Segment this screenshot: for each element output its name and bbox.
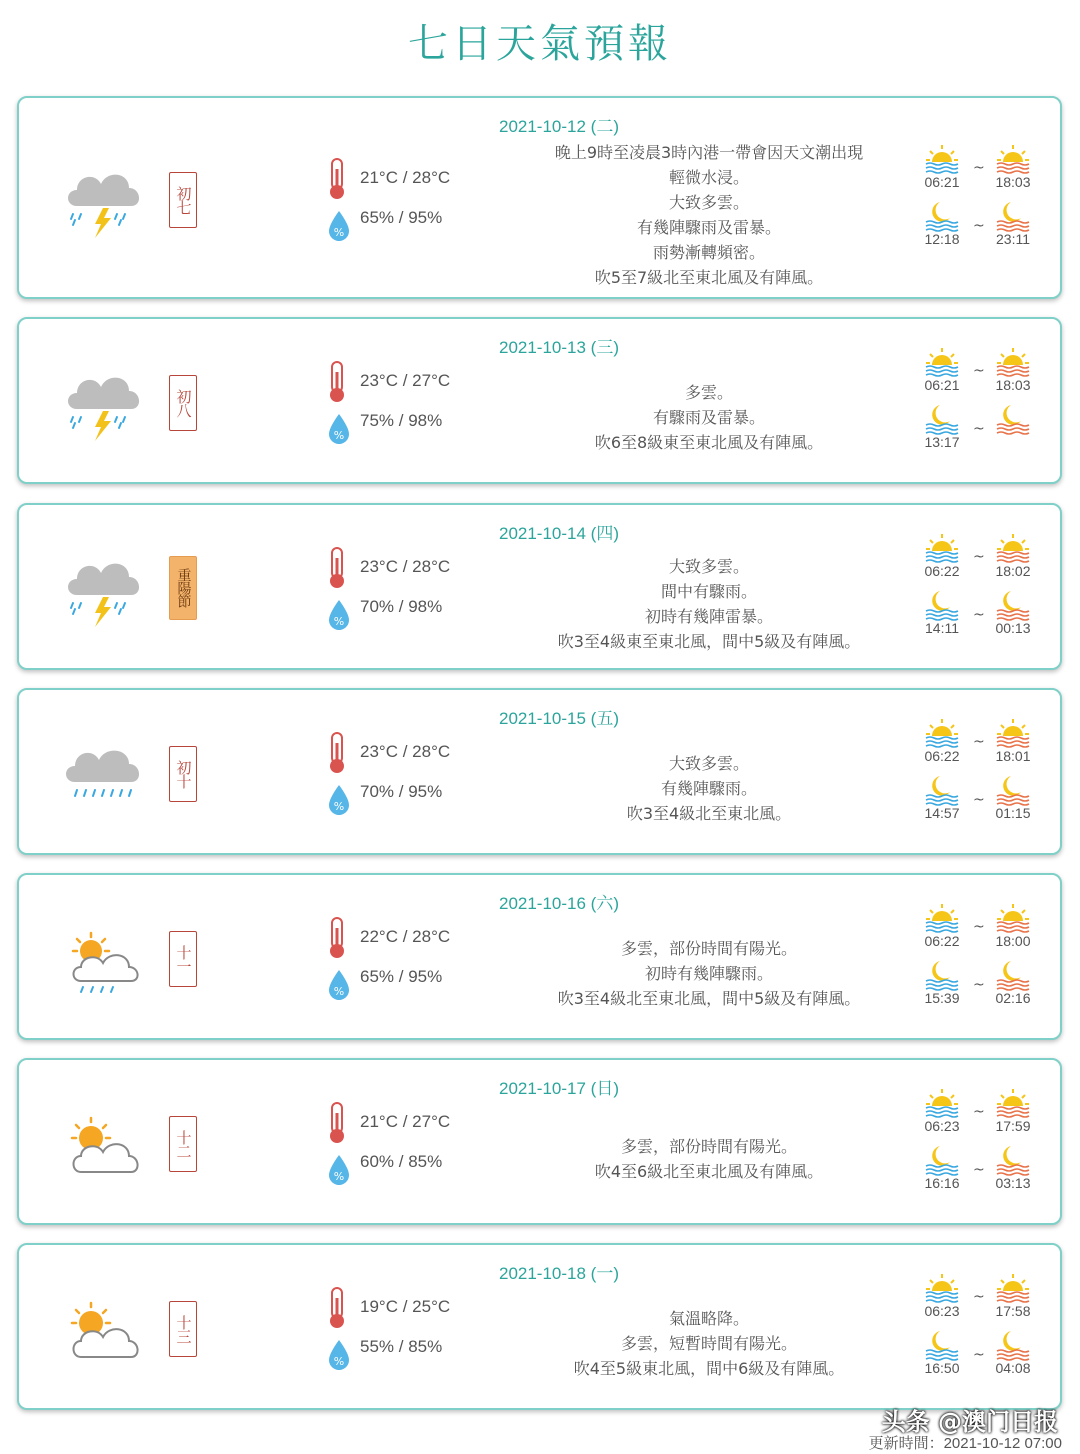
humidity-range: 65% / 95% [360, 966, 443, 986]
description-line: 多雲。 [684, 383, 733, 402]
description-line: 雨勢漸轉頻密。 [652, 242, 765, 262]
sunrise-time: 06:21 [924, 173, 960, 190]
forecast-day-card [17, 688, 1062, 855]
svg-text:%: % [333, 1354, 345, 1368]
moonrise-time: 14:11 [925, 619, 959, 636]
temperature-range: 23°C / 28°C [360, 556, 451, 576]
sunrise-time: 06:23 [924, 1302, 960, 1319]
description-line: 氣溫略降。 [668, 1309, 749, 1328]
sunrise-icon [924, 531, 960, 563]
thermometer-icon [325, 1101, 349, 1145]
sun-cloud-icon [63, 1106, 147, 1190]
description-line: 輕微水浸。 [668, 167, 749, 187]
description-line: 多雲，部份時間有陽光。 [620, 1136, 797, 1156]
moonset-time: 04:08 [995, 1359, 1031, 1376]
sunset-icon [995, 1086, 1031, 1118]
forecast-day-card [17, 873, 1062, 1040]
humidity-drop-icon [327, 784, 351, 816]
lunar-date-badge: 初十 [169, 746, 197, 802]
forecast-description [519, 380, 899, 455]
lunar-date-badge: 十三 [169, 1301, 197, 1357]
forecast-description [519, 140, 899, 290]
description-line: 吹6至8級東至東北風及有陣風。 [594, 433, 824, 452]
thermometer-icon [325, 546, 349, 590]
sunset-icon [995, 1271, 1031, 1303]
thermometer-icon [325, 731, 349, 775]
sunrise-icon [924, 716, 960, 748]
lunar-date-badge: 十二 [169, 1116, 197, 1172]
sunrise-time: 06:22 [924, 747, 960, 764]
description-line: 有幾陣驟雨及雷暴。 [636, 217, 781, 237]
description-line: 大致多雲。 [668, 192, 749, 212]
thunderstorm-cloud-icon [63, 365, 147, 449]
moonrise-icon [924, 774, 960, 806]
update-time: 更新時間：2021-10-12 07:00 [868, 1435, 1062, 1452]
forecast-day-card [17, 1243, 1062, 1410]
forecast-description [519, 751, 899, 826]
sun-moon-times [907, 531, 1047, 649]
humidity-drop-icon [327, 1339, 351, 1371]
sunrise-time: 06:22 [924, 562, 960, 579]
sun-moon-times [907, 1271, 1047, 1389]
forecast-day-card [17, 503, 1062, 670]
svg-text:%: % [333, 614, 345, 628]
range-tilde: ~ [973, 548, 985, 565]
temperature-range: 21°C / 27°C [360, 1111, 451, 1131]
lunar-date-badge: 初七 [169, 172, 197, 228]
description-line: 吹4至6級北至東北風及有陣風。 [594, 1161, 824, 1181]
temperature-range: 22°C / 28°C [360, 926, 451, 946]
sun-moon-times [907, 716, 1047, 834]
lunar-date-badge: 初八 [169, 375, 197, 431]
moonrise-time: 16:16 [924, 1174, 960, 1191]
forecast-date: 2021-10-15 (五) [498, 709, 619, 728]
thermometer-icon [325, 916, 349, 960]
sunset-icon [995, 345, 1031, 377]
sun-cloud-icon [63, 1291, 147, 1375]
temperature-range: 23°C / 27°C [360, 370, 451, 390]
forecast-date: 2021-10-16 (六) [498, 894, 619, 913]
sunset-icon [995, 142, 1031, 174]
forecast-description [519, 554, 899, 654]
temperature-range: 23°C / 28°C [360, 741, 451, 761]
moonset-icon [995, 1144, 1031, 1176]
sunset-icon [995, 531, 1031, 563]
description-line: 晚上9時至凌晨3時內港一帶會因天文潮出現 [554, 142, 864, 162]
svg-text:%: % [333, 1169, 345, 1183]
thermometer-icon [325, 157, 349, 201]
range-tilde: ~ [973, 362, 985, 379]
moonset-time: 03:13 [995, 1174, 1031, 1191]
forecast-description [519, 1306, 899, 1381]
sunrise-icon [924, 142, 960, 174]
range-tilde: ~ [973, 159, 985, 176]
thermometer-icon [325, 1286, 349, 1330]
svg-text:%: % [333, 428, 345, 442]
sunrise-icon [924, 1271, 960, 1303]
temperature-range: 19°C / 25°C [360, 1296, 451, 1316]
description-line: 有幾陣驟雨。 [660, 779, 757, 798]
svg-text:%: % [333, 984, 345, 998]
range-tilde: ~ [973, 733, 985, 750]
thermometer-icon [325, 360, 349, 404]
description-line: 吹3至4級東至東北風，間中5級及有陣風。 [557, 631, 861, 651]
sunrise-icon [924, 1086, 960, 1118]
forecast-date: 2021-10-18 (一) [498, 1264, 619, 1283]
humidity-drop-icon [327, 1154, 351, 1186]
forecast-date: 2021-10-17 (日) [498, 1079, 619, 1098]
page-title: 七日天氣預報 [408, 21, 672, 67]
humidity-drop-icon [327, 969, 351, 1001]
forecast-day-card [17, 317, 1062, 484]
svg-text:%: % [333, 799, 345, 813]
sunrise-icon [924, 345, 960, 377]
moonrise-icon [924, 1329, 960, 1361]
rain-cloud-icon [63, 736, 147, 820]
moonrise-icon [924, 403, 960, 435]
description-line: 初時有幾陣雷暴。 [644, 606, 773, 626]
temperature-range: 21°C / 28°C [360, 167, 451, 187]
sun-moon-times [907, 345, 1047, 463]
moonset-time: 23:11 [996, 230, 1030, 247]
description-line: 有驟雨及雷暴。 [652, 408, 765, 427]
description-line: 大致多雲。 [668, 556, 749, 576]
range-tilde: ~ [973, 1288, 985, 1305]
moonrise-icon [924, 589, 960, 621]
forecast-description [519, 1134, 899, 1184]
humidity-range: 70% / 95% [360, 781, 443, 801]
description-line: 吹3至4級北至東北風。 [626, 804, 792, 823]
humidity-range: 60% / 85% [360, 1151, 443, 1171]
humidity-range: 55% / 85% [360, 1336, 443, 1356]
sunset-time: 17:58 [995, 1302, 1031, 1319]
moonset-icon [995, 200, 1031, 232]
forecast-date: 2021-10-13 (三) [498, 338, 619, 357]
range-tilde: ~ [973, 1161, 985, 1178]
description-line: 多雲，部份時間有陽光。 [620, 939, 797, 958]
sunrise-icon [924, 901, 960, 933]
moonset-icon [995, 959, 1031, 991]
moonrise-time: 14:57 [924, 804, 960, 821]
moonset-icon [995, 1329, 1031, 1361]
sunset-time: 18:03 [995, 376, 1031, 393]
moonrise-time: 15:39 [924, 989, 960, 1006]
sunrise-time: 06:23 [924, 1117, 960, 1134]
humidity-drop-icon [327, 210, 351, 242]
moonset-time: 00:13 [995, 619, 1031, 636]
humidity-drop-icon [327, 413, 351, 445]
sunset-icon [995, 716, 1031, 748]
sunset-time: 18:00 [995, 932, 1031, 949]
sun-cloud-rain-icon [63, 921, 147, 1005]
moonset-time: 01:15 [995, 804, 1031, 821]
moonset-time: 02:16 [995, 989, 1031, 1006]
moonrise-icon [924, 200, 960, 232]
description-line: 吹4至5級東北風，間中6級及有陣風。 [573, 1359, 845, 1378]
sun-moon-times [907, 142, 1047, 260]
sun-moon-times [907, 1086, 1047, 1204]
range-tilde: ~ [973, 606, 985, 623]
moonrise-time: 16:50 [924, 1359, 960, 1376]
moonrise-icon [924, 1144, 960, 1176]
thunderstorm-cloud-icon [63, 551, 147, 635]
description-line: 間中有驟雨。 [660, 581, 757, 601]
description-line: 大致多雲。 [668, 754, 749, 773]
sunrise-time: 06:21 [924, 376, 960, 393]
range-tilde: ~ [973, 420, 985, 437]
moonset-icon [995, 589, 1031, 621]
forecast-date: 2021-10-12 (二) [498, 117, 619, 136]
moonset-icon [995, 403, 1031, 435]
forecast-day-card [17, 1058, 1062, 1225]
description-line: 吹5至7級北至東北風及有陣風。 [594, 267, 824, 287]
range-tilde: ~ [973, 217, 985, 234]
range-tilde: ~ [973, 1346, 985, 1363]
description-line: 初時有幾陣驟雨。 [644, 964, 773, 983]
sunset-icon [995, 901, 1031, 933]
humidity-range: 70% / 98% [360, 596, 443, 616]
sunset-time: 18:03 [995, 173, 1031, 190]
watermark-brand: 头条 @澳门日报 [881, 1408, 1058, 1436]
moonrise-time: 12:18 [924, 230, 960, 247]
sun-moon-times [907, 901, 1047, 1019]
sunset-time: 17:59 [995, 1117, 1031, 1134]
moonrise-icon [924, 959, 960, 991]
humidity-range: 65% / 95% [360, 207, 443, 227]
lunar-date-badge: 十一 [169, 931, 197, 987]
sunset-time: 18:01 [995, 747, 1031, 764]
description-line: 吹3至4級北至東北風，間中5級及有陣風。 [557, 989, 861, 1008]
forecast-day-card [17, 96, 1062, 299]
forecast-date: 2021-10-14 (四) [498, 524, 619, 543]
description-line: 多雲，短暫時間有陽光。 [620, 1334, 797, 1353]
humidity-range: 75% / 98% [360, 410, 443, 430]
range-tilde: ~ [973, 918, 985, 935]
svg-text:%: % [333, 225, 345, 239]
range-tilde: ~ [973, 976, 985, 993]
sunset-time: 18:02 [995, 562, 1031, 579]
forecast-description [519, 936, 899, 1011]
range-tilde: ~ [973, 1103, 985, 1120]
sunrise-time: 06:22 [924, 932, 960, 949]
moonset-icon [995, 774, 1031, 806]
lunar-date-badge: 重陽節 [169, 556, 197, 620]
humidity-drop-icon [327, 599, 351, 631]
thunderstorm-cloud-icon [63, 162, 147, 246]
range-tilde: ~ [973, 791, 985, 808]
moonrise-time: 13:17 [924, 433, 960, 450]
